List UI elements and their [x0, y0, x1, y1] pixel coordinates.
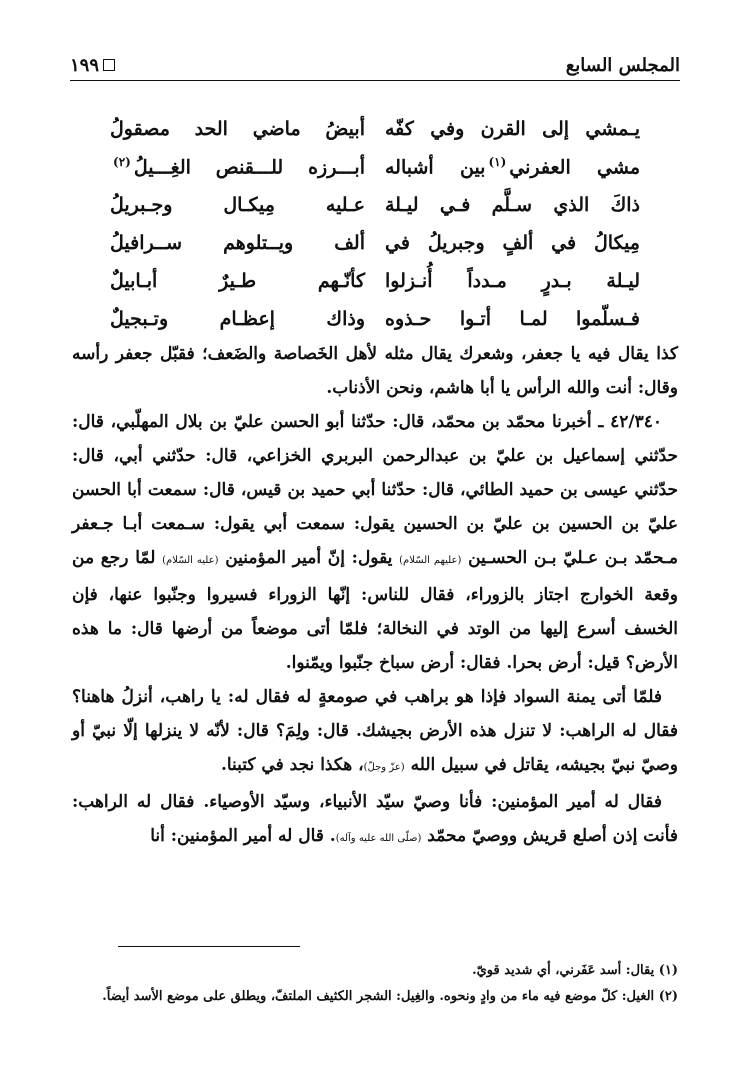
hemistich-left: كأنّـهم طـيرٌ أبـابيلٌ — [110, 270, 365, 292]
paragraph-text: . قال له أمير المؤمنين: أنا — [150, 826, 336, 846]
honorific: (صلّى الله عليه وآله) — [335, 833, 422, 844]
verse — [110, 148, 640, 186]
hemistich-tail: بين أشباله — [385, 156, 486, 179]
verse — [110, 186, 640, 224]
hemistich-right: يـمشي إلى القرن وفي كفّه — [385, 118, 640, 140]
hemistich-right — [385, 155, 640, 178]
honorific: (عليهم السّلام) — [399, 555, 462, 566]
hemistich-text: مشي العفرني — [509, 156, 640, 179]
paragraph — [72, 680, 678, 785]
square-icon — [103, 59, 115, 71]
hemistich-left: أبيضُ ماضي الحد مصقولُ — [110, 118, 365, 140]
footnotes — [72, 958, 678, 1010]
footnote-marker: (١) — [488, 155, 507, 170]
footnote-divider — [118, 946, 300, 947]
verse — [110, 224, 640, 262]
verse — [110, 110, 640, 148]
hadith-text: أخبرنا محمّد بن محمّد، قال: حدّثنا أبو الحسن عليّ بن بلال المهلّبي، قال: حدّثني إسماعيل بن عليّ بن عبدالرحمن البربري الخزاعي، قال: حدّثني أبي، قال: حدّثني عيسى بن حميد الطائي، قال: حدّثنا أبي حميد بن قيس، قال: سمعت أبا الحسن عليّ بن الحسين بن عليّ بن الحسين يقول: سمعت أبي يقول: سـمعت أبـا جـعفر مـحمّد بـن عـليّ بـن الحسـين — [72, 412, 679, 568]
body-text — [72, 337, 678, 856]
verse — [110, 300, 640, 338]
honorific: (عليه السّلام) — [162, 555, 219, 566]
poem — [110, 110, 640, 338]
footnote: (٢) الغيل: كلّ موضع فيه ماء من وادٍ ونحوه. والغِيل: الشجر الكثيف الملتفّ، ويطلق على موضع الأسد أيضاً. — [102, 989, 678, 1004]
page-number-block — [70, 55, 115, 76]
honorific: (عزّ وجلّ) — [363, 762, 405, 773]
chapter-title: المجلس السابع — [565, 54, 680, 76]
verse — [110, 262, 640, 300]
page-number: ١٩٩ — [70, 54, 100, 76]
hemistich-text: أبـــرزه للـــقنص الغِـــيلُ — [133, 156, 365, 179]
hadith-text: يقول: إنّ أمير المؤمنين — [225, 548, 393, 568]
footnote-marker: (٢) — [113, 155, 131, 170]
hemistich-left — [110, 155, 365, 178]
hemistich-left: ألف ويــتلوهم ســرافيلُ — [110, 232, 365, 254]
paragraph — [72, 785, 678, 856]
paragraph-text: فلمّا أتى يمنة السواد فإذا هو براهب في صومعةٍ له فقال له: يا راهب، أنزلُ هاهنا؟ فقال له الراهب: لا تنزل هذه الأرض بجيشك. قال: ولِمَ؟ قال: لأنّه لا ينزلها إلّا نبيّ أو وصيّ نبيّ بجيشه، يقاتل في سبيل الله — [72, 687, 678, 775]
footnote: (١) يقال: أسد عَفَرني، أي شديد قويّ. — [472, 963, 678, 978]
hadith-number: ٤٢/٣٤٠ ـ — [598, 412, 662, 432]
page-header — [70, 50, 680, 81]
hemistich-left: وذاك إعظـام وتـبجيلٌ — [110, 308, 365, 330]
hadith-paragraph — [72, 405, 678, 680]
paragraph: كذا يقال فيه يا جعفر، وشعرك يقال مثله لأهل الخَصاصة والضَعف؛ فقبّل جعفر رأسه وقال: أنت والله الرأس يا أبا هاشم، ونحن الأذناب. — [72, 344, 678, 398]
hemistich-right: ليـلة بـدرٍ مـدداً أُنـزلوا — [385, 270, 640, 292]
hemistich-right: ذاكَ الذي سـلَّم فـي ليـلة — [385, 194, 640, 216]
hemistich-left: عـليه مِيكـال وجـبريلُ — [110, 194, 365, 216]
paragraph-text: فقال له أمير المؤمنين: فأنا وصيّ سيّد الأنبياء، وسيّد الأوصياء. فقال له الراهب: فأنت إذن أصلع قريش ووصيّ محمّد — [72, 792, 678, 846]
paragraph-text: ، هكذا نجد في كتبنا. — [220, 755, 364, 775]
hemistich-right: مِيكالُ في ألفٍ وجبريلُ في — [385, 232, 640, 254]
hemistich-right: فـسلّموا لمـا أتـوا حـذوه — [385, 308, 640, 330]
hadith-text: لمّا رجع من وقعة الخوارج اجتاز بالزوراء، فقال للناس: إنّها الزوراء فسيروا وجنّبوا عنها، فإن الخسف أسرع إليها من الوتد في النخالة؛ فلمّا أتى موضعاً من أرضها قال: ما هذه الأرض؟ قيل: أرض بحرا. فقال: أرض سباخ جنّبوا ويمّنوا. — [72, 548, 678, 673]
